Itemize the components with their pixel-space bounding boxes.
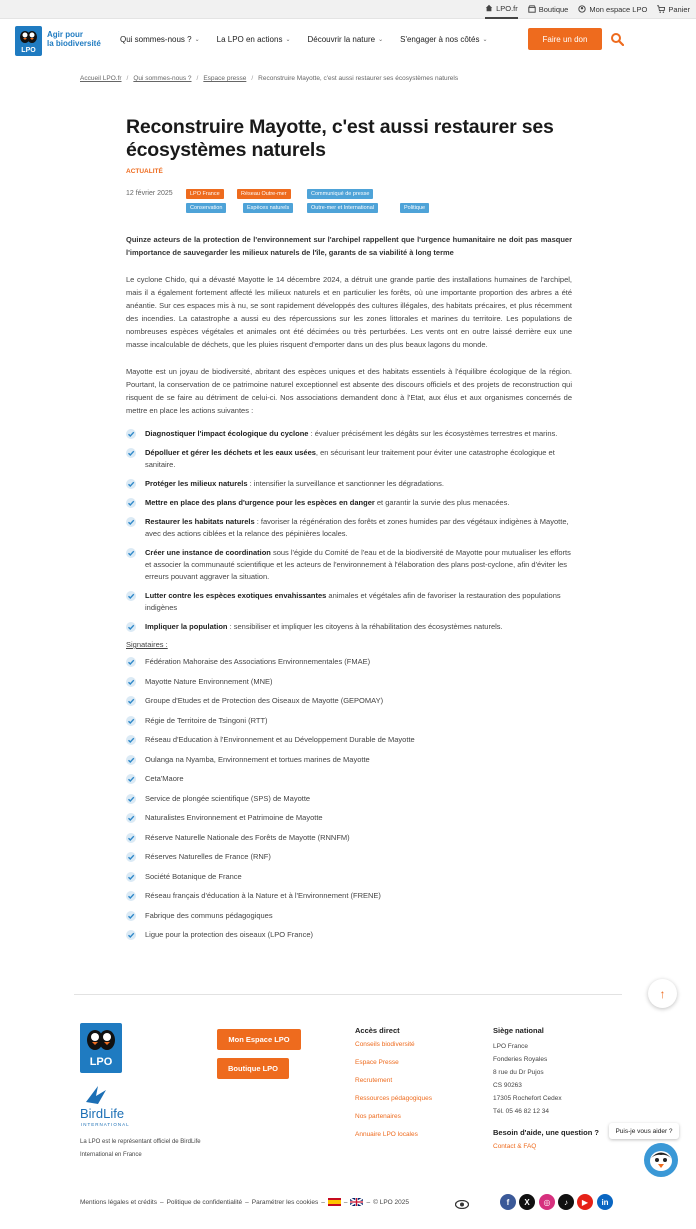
check-icon: [126, 735, 136, 745]
linkedin-icon[interactable]: [597, 1194, 613, 1210]
check-icon: [126, 479, 136, 489]
chevron-down-icon: ⌄: [285, 37, 291, 43]
tag-politique[interactable]: Politique: [400, 203, 429, 213]
boutique-button[interactable]: Boutique LPO: [217, 1058, 289, 1079]
breadcrumb-separator: /: [126, 75, 129, 82]
article-category: ACTUALITÉ: [126, 168, 163, 175]
action-text: et garantir la survie des plus menacées.: [374, 498, 510, 507]
tag-reseau-outre-mer[interactable]: Réseau Outre-mer: [237, 189, 291, 199]
signatory-name: Ligue pour la protection des oiseaux (LPO France): [145, 930, 314, 939]
signatory-name: Réserve Naturelle Nationale des Forêts de Mayotte (RNNFM): [145, 832, 350, 842]
article-meta: [126, 189, 572, 215]
breadcrumb-link[interactable]: Accueil LPO.fr: [80, 75, 122, 82]
back-to-top-button[interactable]: [648, 979, 677, 1008]
action-text: : sensibiliser et impliquer les citoyens à la réhabilitation des écosystèmes naturels.: [227, 622, 503, 631]
action-text: : évaluer précisément les dégâts sur les écosystèmes terrestres et marins.: [308, 429, 558, 438]
tag-especes-naturels[interactable]: Espèces naturels: [243, 203, 293, 213]
acces-direct-heading: Accès direct: [355, 1026, 400, 1035]
arrow-up-icon: ↑: [659, 986, 666, 1001]
breadcrumb: [80, 75, 458, 82]
list-item: [126, 621, 572, 633]
footer-link[interactable]: Espace Presse: [355, 1059, 399, 1066]
page-title: Reconstruire Mayotte, c'est aussi restaurer ses écosystèmes naturels: [126, 116, 554, 161]
home-icon: [485, 4, 493, 12]
signatory-item: [126, 851, 572, 871]
social-glyph: f: [506, 1197, 510, 1207]
signatory-item: [126, 832, 572, 852]
siege-heading: Siège national: [493, 1026, 544, 1035]
breadcrumb-separator: /: [251, 75, 254, 82]
chevron-down-icon: ⌄: [378, 37, 384, 43]
signatory-name: Fédération Mahoraise des Associations Environnementales (FMAE): [145, 657, 371, 666]
breadcrumb-separator: /: [196, 75, 199, 82]
nav-label: S'engager à nos côtés: [400, 35, 480, 44]
nav-item-decouvrir-nature[interactable]: [307, 35, 383, 44]
legal-bar: [80, 1198, 409, 1206]
action-text: animales et végétales afin de favoriser la restauration des populations indigènes: [145, 591, 561, 612]
puffin-icon: [15, 26, 42, 56]
footer-divider: [74, 994, 622, 995]
separator: –: [343, 1198, 348, 1206]
check-icon: [126, 517, 136, 527]
list-item: [126, 590, 572, 614]
signatory-item: [126, 695, 572, 715]
action-text: , en sécurisant leur traitement pour éviter une catastrophe écologique et sanitaire.: [145, 448, 555, 469]
topbar-link-boutique[interactable]: [528, 0, 569, 19]
check-icon: [126, 930, 136, 940]
mon-espace-button[interactable]: Mon Espace LPO: [217, 1029, 301, 1050]
action-title: Impliquer la population: [145, 622, 228, 631]
signatory-name: Réseau d'Education à l'Environnement et au Développement Durable de Mayotte: [145, 735, 415, 744]
footer-link[interactable]: Conseils biodiversité: [355, 1041, 415, 1048]
donate-button[interactable]: Faire un don: [528, 28, 602, 50]
legal-link[interactable]: Mentions légales et crédits: [80, 1198, 157, 1206]
signatory-item: [126, 773, 572, 793]
action-text: sous l'égide du Comité de l'eau et de la biodiversité de Mayotte pour mutualiser les efforts et associer la communauté scientifique et les acteurs de l'environnement à l'élaboration des plans post-cyclone, afin d'éviter les erreurs pouvant aggraver la situation.: [145, 548, 571, 581]
tiktok-icon[interactable]: [558, 1194, 574, 1210]
signatory-item: [126, 812, 572, 832]
action-title: Restaurer les habitats naturels: [145, 517, 255, 526]
birdlife-logo: [80, 1082, 142, 1128]
list-item: [126, 497, 572, 509]
topbar-link-lpo[interactable]: [485, 0, 518, 19]
tag-outre-mer-international[interactable]: Outre-mer et International: [307, 203, 378, 213]
site-header: [0, 19, 696, 64]
legal-link[interactable]: Politique de confidentialité: [166, 1198, 243, 1206]
check-icon: [126, 622, 136, 632]
social-glyph: ◎: [543, 1197, 551, 1207]
chat-bubble[interactable]: Puis-je vous aider ?: [609, 1123, 679, 1139]
check-icon: [126, 591, 136, 601]
check-icon: [126, 677, 136, 687]
topbar-label: LPO.fr: [496, 3, 518, 13]
shop-icon: [528, 5, 536, 13]
action-title: Dépolluer et gérer les déchets et les eaux usées: [145, 448, 316, 457]
breadcrumb-current: Reconstruire Mayotte, c'est aussi restaurer ses écosystèmes naturels: [258, 75, 459, 82]
signatory-item: [126, 890, 572, 910]
check-icon: [126, 657, 136, 667]
separator: –: [366, 1198, 371, 1206]
footer-link[interactable]: Recrutement: [355, 1077, 393, 1084]
address-line: CS 90263: [493, 1082, 522, 1089]
user-icon: [578, 5, 586, 13]
article-lead: Quinze acteurs de la protection de l'environnement sur l'archipel rappellent que l'urgence humanitaire ne doit pas masquer l'importance de sauvegarder les milieux naturels de l'île, garants de sa viabilité à long terme: [126, 235, 572, 257]
social-glyph: X: [524, 1197, 530, 1207]
check-icon: [126, 852, 136, 862]
birdlife-name: BirdLife: [80, 1106, 125, 1121]
actions-list: [126, 428, 572, 633]
topbar-label: Mon espace LPO: [589, 4, 648, 14]
article-paragraph: Mayotte est un joyau de biodiversité, abritant des espèces uniques et des habitats essentiels à l'équilibre écologique de la région. Pourtant, la conservation de ce patrimoine naturel exceptionnel est absente des discours officiels et des projets de reconstruction qui risquent de se faire au détriment de celui-ci. Nos associations demandent donc à l'Etat, aux élus et aux organismes concernés de mettre en place les actions suivantes :: [126, 367, 572, 415]
tag-lpo-france[interactable]: LPO France: [186, 189, 224, 199]
signatory-name: Fabrique des communs pédagogiques: [145, 910, 273, 920]
nav-label: Découvrir la nature: [307, 35, 376, 44]
tag-communique-presse[interactable]: Communiqué de presse: [307, 189, 373, 199]
list-item: [126, 428, 572, 440]
separator: –: [321, 1198, 325, 1206]
article-paragraph: Le cyclone Chido, qui a dévasté Mayotte le 14 décembre 2024, a détruit une grande partie des installations humaines de l'archipel, mais il a également fortement affecté les milieux naturels et en particulier les forêts, où une importante proportion des arbres a été anéantie. Sur ces espaces mis à nu, se sont rapidement développés des cultures illégales, des habitats précaires, et plus récemment des incendies. La catastrophe a aussi eu des répercussions sur les zones littorales et marines du territoire. Les populations de nombreuses espèces végétales et animales ont été décimées ou très perturbées. Les vents ont en outre laissé derrière eux une masse incalculable de déchets, que les pluies risquent d'emporter dans un des plus beaux lagons du monde.: [126, 275, 572, 349]
signatory-item: [126, 656, 572, 676]
signatory-item: [126, 910, 572, 930]
check-icon: [126, 794, 136, 804]
address-line: 17305 Rochefort Cedex: [493, 1095, 562, 1102]
search-icon[interactable]: [610, 32, 624, 46]
nav-item-qui-sommes-nous[interactable]: [120, 35, 200, 44]
list-item: [126, 447, 572, 471]
cart-icon: [657, 5, 665, 13]
signatory-item: [126, 754, 572, 774]
legal-link[interactable]: Paramétrer les cookies: [251, 1198, 319, 1206]
birdlife-sub: INTERNATIONAL: [81, 1122, 130, 1127]
uk-flag-icon[interactable]: [350, 1198, 363, 1206]
facebook-icon[interactable]: [500, 1194, 516, 1210]
logo-text: LPO: [21, 47, 36, 54]
footer-note: La LPO est le représentant officiel de BirdLife International en France: [80, 1139, 201, 1158]
address-line: LPO France: [493, 1043, 529, 1050]
topbar-label: Panier: [668, 4, 690, 14]
spanish-flag-icon[interactable]: [328, 1198, 341, 1206]
top-utility-bar: [0, 0, 696, 19]
brand-tagline: [47, 30, 101, 48]
puffin-mascot-icon: [644, 1143, 678, 1177]
separator: –: [245, 1198, 249, 1206]
nav-label: La LPO en actions: [216, 35, 283, 44]
check-icon: [126, 774, 136, 784]
signatory-item: [126, 929, 572, 949]
footer-link[interactable]: Annuaire LPO locales: [355, 1131, 418, 1138]
topbar-link-panier[interactable]: [657, 0, 690, 19]
check-icon: [126, 716, 136, 726]
breadcrumb-link[interactable]: Espace presse: [203, 75, 247, 82]
topbar-link-espace[interactable]: [578, 0, 647, 19]
action-title: Diagnostiquer l'impact écologique du cyclone: [145, 429, 309, 438]
signatory-item: [126, 871, 572, 891]
instagram-icon[interactable]: [539, 1194, 555, 1210]
nav-item-lpo-en-actions[interactable]: [217, 35, 291, 44]
action-text: : favoriser la régénération des forêts et zones humides par des végétaux indigènes à Mayotte, avec des actions ciblées et la relance des pépinières locales.: [145, 517, 569, 538]
footer-lpo-logo[interactable]: [80, 1023, 122, 1073]
check-icon: [126, 833, 136, 843]
puffin-icon: [80, 1023, 122, 1073]
action-text: : intensifier la surveillance et sanctionner les dégradations.: [247, 479, 444, 488]
signatories-heading: Signataires :: [126, 640, 168, 649]
article: [126, 116, 572, 949]
signatory-name: Naturalistes Environnement et Patrimoine de Mayotte: [145, 813, 323, 822]
tag-conservation[interactable]: Conservation: [186, 203, 226, 213]
chevron-down-icon: ⌄: [194, 37, 200, 43]
nav-item-sengager[interactable]: [400, 35, 487, 44]
list-item: [126, 547, 572, 583]
signatory-name: Mayotte Nature Environnement (MNE): [145, 676, 273, 686]
check-icon: [126, 429, 136, 439]
main-nav: [120, 35, 505, 44]
footer-link[interactable]: Ressources pédagogiques: [355, 1095, 432, 1102]
check-icon: [126, 498, 136, 508]
signatories-list: [126, 656, 572, 949]
address-line: Fonderies Royales: [493, 1056, 548, 1063]
signatory-name: Groupe d'Etudes et de Protection des Oiseaux de Mayotte (GEPOMAY): [145, 696, 384, 705]
address-line: 8 rue du Dr Pujos: [493, 1069, 544, 1076]
logo-text: LPO: [89, 1056, 113, 1068]
youtube-icon[interactable]: [577, 1194, 593, 1210]
article-date: 12 février 2025: [126, 190, 173, 197]
action-title: Mettre en place des plans d'urgence pour les espèces en danger: [145, 498, 375, 507]
signatory-item: [126, 676, 572, 696]
social-glyph: ♪: [564, 1197, 568, 1207]
signatory-name: Société Botanique de France: [145, 871, 242, 881]
check-icon: [126, 813, 136, 823]
check-icon: [126, 448, 136, 458]
contact-faq-link[interactable]: Contact & FAQ: [493, 1143, 537, 1150]
accessibility-eye-icon[interactable]: [455, 1200, 469, 1209]
list-item: [126, 516, 572, 540]
signatory-name: Régie de Territoire de Tsingoni (RTT): [145, 715, 268, 725]
signatory-item: [126, 715, 572, 735]
signatory-item: [126, 793, 572, 813]
lpo-logo[interactable]: [15, 26, 42, 56]
footer-link[interactable]: Nos partenaires: [355, 1113, 401, 1120]
address-line: Tél. 05 46 82 12 34: [493, 1108, 550, 1115]
check-icon: [126, 696, 136, 706]
signatory-name: Réseau français d'éducation à la Nature et à l'Environnement (FRENE): [145, 891, 381, 900]
x-icon[interactable]: [519, 1194, 535, 1210]
action-title: Créer une instance de coordination: [145, 548, 271, 557]
separator: –: [159, 1198, 164, 1206]
check-icon: [126, 548, 136, 558]
social-glyph: in: [601, 1197, 609, 1207]
signatory-name: Ceta'Maore: [145, 774, 184, 783]
action-title: Protéger les milieux naturels: [145, 479, 248, 488]
copyright: © LPO 2025: [373, 1198, 409, 1206]
brand-line: Agir pour: [47, 30, 83, 39]
social-glyph: ▶: [581, 1197, 589, 1207]
check-icon: [126, 872, 136, 882]
check-icon: [126, 891, 136, 901]
brand-line: la biodiversité: [47, 39, 101, 48]
signatory-name: Service de plongée scientifique (SPS) de Mayotte: [145, 793, 311, 803]
check-icon: [126, 755, 136, 765]
chat-avatar-button[interactable]: [644, 1143, 678, 1177]
signatory-name: Réserves Naturelles de France (RNF): [145, 852, 271, 861]
chevron-down-icon: ⌄: [482, 37, 488, 43]
help-heading: Besoin d'aide, une question ?: [493, 1128, 599, 1137]
nav-label: Qui sommes-nous ?: [120, 35, 192, 44]
list-item: [126, 478, 572, 490]
action-title: Lutter contre les espèces exotiques envahissantes: [145, 591, 327, 600]
bird-icon: [80, 1082, 142, 1128]
topbar-label: Boutique: [538, 4, 569, 14]
breadcrumb-link[interactable]: Qui sommes-nous ?: [133, 75, 192, 82]
check-icon: [126, 911, 136, 921]
signatory-name: Oulanga na Nyamba, Environnement et tortues marines de Mayotte: [145, 754, 370, 764]
signatory-item: [126, 734, 572, 754]
